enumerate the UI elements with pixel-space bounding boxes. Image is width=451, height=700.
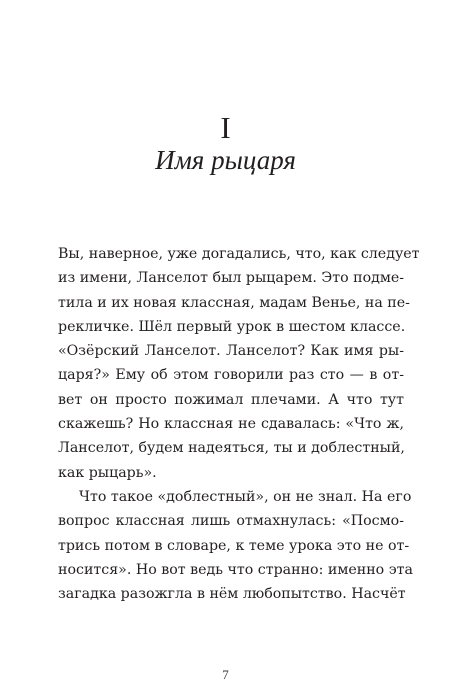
chapter-number: I xyxy=(220,110,231,145)
text-line: загадка разожгла в нём любопытство. Насчёт xyxy=(58,586,406,603)
text-line: рекличке. Шёл первый урок в шестом классе. xyxy=(58,318,406,335)
text-line: тила и их новая классная, мадам Венье, на пе- xyxy=(58,294,410,311)
text-line: царя?» Ему об этом говорили раз сто — в от- xyxy=(58,367,404,384)
page-number: 7 xyxy=(222,667,229,682)
text-line: Ланселот, будем надеяться, ты и доблестный, xyxy=(58,440,405,457)
text-line: трись потом в словаре, к теме урока это не от- xyxy=(58,537,410,554)
text-line: вопрос классная лишь отмахнулась: «Посмо- xyxy=(58,513,404,530)
text-line: скажешь? Но классная не сдавалась: «Что ж, xyxy=(58,416,404,433)
chapter-title: Имя рыцаря xyxy=(155,145,296,175)
text-line: как рыцарь». xyxy=(58,464,157,481)
text-line: носится». Но вот ведь что странно: именно эта xyxy=(58,561,413,578)
paragraph xyxy=(58,485,413,606)
text-line: Что такое «доблестный», он не знал. На его xyxy=(79,488,412,505)
text-line: «Озёрский Ланселот. Ланселот? Как имя ры- xyxy=(58,343,404,360)
text-line: вет он просто пожимал плечами. А что тут xyxy=(58,391,404,408)
body-text xyxy=(58,242,420,606)
text-line: из имени, Ланселот был рыцарем. Это подме- xyxy=(58,270,405,287)
paragraph xyxy=(58,242,420,485)
text-line: Вы, наверное, уже догадались, что, как следует xyxy=(58,246,420,262)
